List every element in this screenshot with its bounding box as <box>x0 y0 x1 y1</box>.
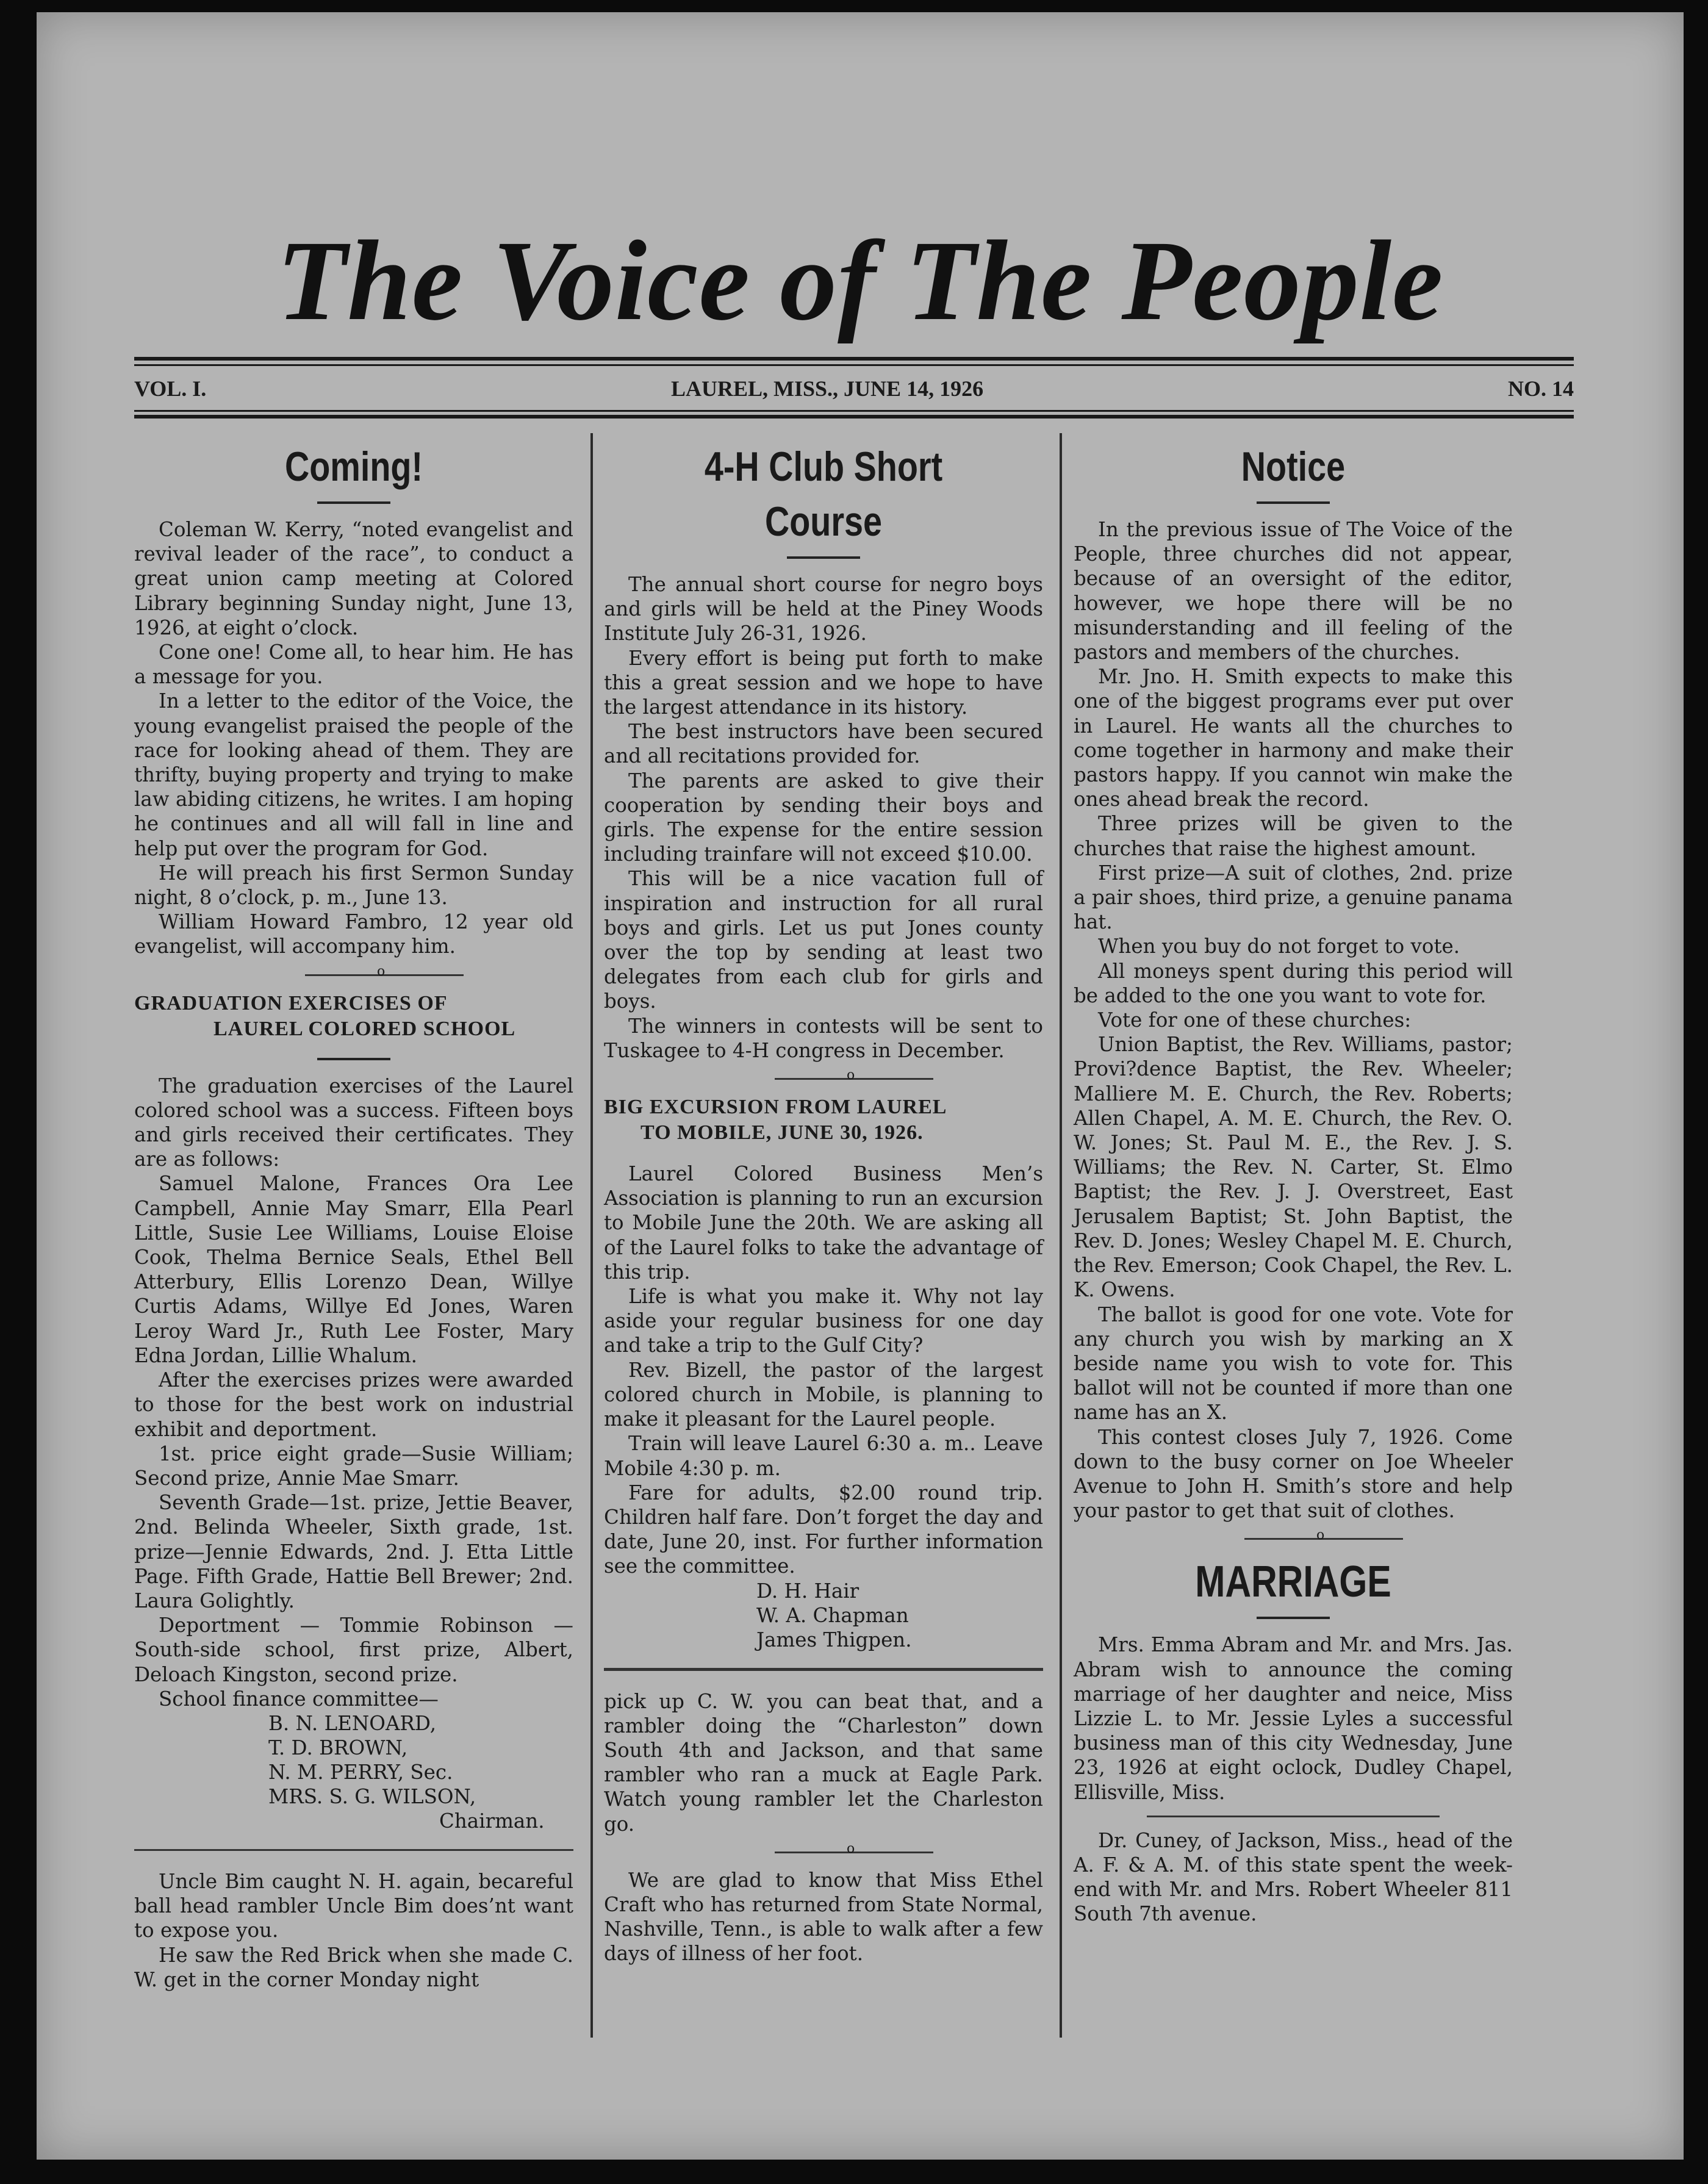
paragraph-continued: pick up C. W. you can beat that, and a rambler doing the “Charleston” down South 4th and Jackson, and that same rambler who ran a muck at Eagle Park. Watch young rambler let the Charleston go. <box>604 1689 1043 1836</box>
paragraph: The winners in contests will be sent to Tuskagee to 4-H congress in December. <box>604 1014 1043 1062</box>
paragraph: This will be a nice vacation full of inspiration and instruction for all rural boys and girls. Let us put Jones county over the top by sending at least two delegates from each club for girls and boys. <box>604 867 1043 1013</box>
issue-number: NO. 14 <box>1508 376 1574 401</box>
paragraph: The ballot is good for one vote. Vote for any church you wish by marking an X beside name you wish to vote for. This ballot will not be counted if more than one name has an X. <box>1074 1302 1513 1424</box>
paragraph: Dr. Cuney, of Jackson, Miss., head of the A. F. & A. M. of this state spent the week-end with Mr. and Mrs. Robert Wheeler 811 South 7th avenue. <box>1074 1828 1513 1926</box>
committee-member: N. M. PERRY, Sec. <box>268 1760 453 1784</box>
newspaper-page <box>37 12 1684 2160</box>
paragraph: Deportment — Tommie Robinson — South-side school, first prize, Albert, Deloach Kingston, second prize. <box>134 1614 573 1686</box>
paragraph: School finance committee— <box>159 1687 439 1711</box>
paragraph: Mrs. Emma Abram and Mr. and Mrs. Jas. Abram wish to announce the coming marriage of her daughter and neice, Miss Lizzie L. to Mr. Jessie Lyles a successful business man of this city Wednesday, June 23, 1926 at eight oclock, Dudley Chapel, Ellisville, Miss. <box>1074 1633 1513 1804</box>
paragraph: Life is what you make it. Why not lay aside your regular business for one day and take a trip to the Gulf City? <box>604 1285 1043 1357</box>
paragraph: Cone one! Come all, to hear him. He has a message for you. <box>134 641 573 689</box>
paragraph: Laurel Colored Business Men’s Association is planning to run an excursion to Mobile June the 20th. We are asking all of the Laurel folks to take the advantage of this trip. <box>604 1162 1043 1284</box>
paragraph: Every effort is being put forth to make this a great session and we hope to have the largest attendance in its history. <box>604 646 1043 719</box>
paragraph: The graduation exercises of the Laurel colored school was a success. Fifteen boys and girls received their certificates. They are as follows: <box>134 1074 573 1171</box>
section-break <box>604 1668 1043 1671</box>
column-1 <box>134 433 573 1992</box>
separator: o <box>134 964 573 986</box>
paragraph: Samuel Malone, Frances Ora Lee Campbell, Annie May Smarr, Ella Pearl Little, Susie Lee Williams, Louise Eloise Cook, Thelma Bernice Seals, Ethel Bell Atterbury, Ellis Lorenzo Dean, Willye Curtis Adams, Willye Ed Jones, Waren Leroy Ward Jr., Ruth Lee Foster, Mary Edna Jordan, Lillie Whalum. <box>134 1172 573 1367</box>
headline-dash <box>317 1058 390 1060</box>
date-label: LAUREL, MISS., JUNE 14, 1926 <box>671 376 984 401</box>
paragraph: After the exercises prizes were awarded to those for the best work on industrial exhibit and deportment. <box>134 1368 573 1441</box>
separator: o <box>604 1841 1043 1863</box>
separator: o <box>1074 1528 1513 1550</box>
separator: o <box>604 1068 1043 1090</box>
paragraph: Vote for one of these churches: <box>1098 1008 1412 1032</box>
committee-member: B. N. LENOARD, <box>268 1711 437 1735</box>
article-coming <box>134 439 573 959</box>
paragraph: Mr. Jno. H. Smith expects to make this one of the biggest programs ever put over in Laurel. He wants all the churches to come together in harmony and make their pastors happy. If you cannot win make the ones ahead break the record. <box>1074 665 1513 811</box>
article-excursion <box>604 1094 1043 1651</box>
committee-chairman: Chairman. <box>439 1809 545 1833</box>
article-headline: 4-H Club Short Course <box>704 444 943 545</box>
article-graduation <box>134 991 573 1833</box>
paragraph: Fare for adults, $2.00 round trip. Children half fare. Don’t forget the day and date, June 20, inst. For further information see the committee. <box>604 1481 1043 1578</box>
headline-dash <box>1257 501 1330 504</box>
paragraph: First prize—A suit of clothes, 2nd. prize a pair shoes, third prize, a genuine panama hat. <box>1074 861 1513 934</box>
article-4h-club <box>604 439 1043 1063</box>
paragraph: He will preach his first Sermon Sunday night, 8 o’clock, p. m., June 13. <box>134 861 573 910</box>
paragraph: In a letter to the editor of the Voice, the young evangelist praised the people of the race for looking ahead of them. They are thrifty, buying property and trying to make law abiding citizens, he writes. I am hoping he continues and all will fall in line and help put over the program for God. <box>134 689 573 860</box>
section-break <box>1147 1816 1440 1817</box>
committee-member: T. D. BROWN, <box>268 1736 408 1759</box>
section-break <box>134 1849 573 1851</box>
paragraph: The annual short course for negro boys and girls will be held at the Piney Woods Institute July 26-31, 1926. <box>604 573 1043 645</box>
paragraph: William Howard Fambro, 12 year old evangelist, will accompany him. <box>134 910 573 958</box>
article-headline: Notice <box>1241 444 1346 490</box>
article-notice <box>1074 439 1513 1523</box>
paragraph: Union Baptist, the Rev. Williams, pastor; Provi?dence Baptist, the Rev. Wheeler; Malliere M. E. Church, the Rev. Roberts; Allen Chapel, A. M. E. Church, the Rev. O. W. Jones; St. Paul M. E., the Rev. J. S. Williams; the Rev. N. Carter, St. Elmo Baptist; the Rev. J. J. Overstreet, East Jerusalem Baptist; St. John Baptist, the Rev. D. Jones; Wesley Chapel M. E. Church, the Rev. Emerson; Cook Chapel, the Rev. L. K. Owens. <box>1074 1033 1513 1302</box>
paragraph: In the previous issue of The Voice of the People, three churches did not appear, because of an oversight of the editor, however, we hope there will be no misunderstanding and ill feeling of the pastors and members of the churches. <box>1074 518 1513 664</box>
paragraph: When you buy do not forget to vote. <box>1098 935 1460 958</box>
masthead-rule-top <box>134 357 1574 361</box>
masthead-rule-top-thin <box>134 364 1574 366</box>
paragraph: Uncle Bim caught N. H. again, becareful ball head rambler Uncle Bim does’nt want to expose you. <box>134 1869 573 1942</box>
article-subheadline: GRADUATION EXERCISES OF LAUREL COLORED SCHOOL <box>134 991 516 1040</box>
article-rambler <box>134 1869 573 1992</box>
column-rule-1 <box>590 433 593 2038</box>
committee-member: W. A. Chapman <box>756 1603 909 1627</box>
paragraph: Seventh Grade—1st. prize, Jettie Beaver, 2nd. Belinda Wheeler, Sixth grade, 1st. prize—Jennie Edwards, 2nd. J. Etta Little Page. Fifth Grade, Hattie Bell Brewer; 2nd. Laura Golightly. <box>134 1491 573 1612</box>
masthead-title: The Voice of The People <box>276 217 1444 344</box>
article-headline: MARRIAGE <box>1195 1557 1391 1607</box>
paragraph: This contest closes July 7, 1926. Come down to the busy corner on Joe Wheeler Avenue to John H. Smith’s store and help your pastor to get that suit of clothes. <box>1074 1425 1513 1523</box>
headline-dash <box>317 501 390 504</box>
paragraph: He saw the Red Brick when she made C. W. get in the corner Monday night <box>134 1943 573 1991</box>
paragraph: We are glad to know that Miss Ethel Craft who has returned from State Normal, Nashville, Tenn., is able to walk after a few days of illness of her foot. <box>604 1868 1043 1966</box>
dateline-rule <box>134 415 1574 418</box>
dateline <box>134 376 1574 404</box>
column-rule-2 <box>1060 433 1062 2038</box>
column-3 <box>1074 433 1513 1927</box>
paragraph: The parents are asked to give their cooperation by sending their boys and girls. The expense for the entire session including trainfare will not exceed $10.00. <box>604 769 1043 866</box>
article-headline: Coming! <box>284 444 423 490</box>
column-2 <box>604 433 1043 1966</box>
paragraph: Rev. Bizell, the pastor of the largest colored church in Mobile, is planning to make it pleasant for the Laurel people. <box>604 1358 1043 1431</box>
article-marriage <box>1074 1554 1513 1926</box>
headline-dash <box>787 556 860 559</box>
paragraph: Train will leave Laurel 6:30 a. m.. Leave Mobile 4:30 p. m. <box>604 1432 1043 1480</box>
dateline-rule-thin <box>134 410 1574 412</box>
committee-member: MRS. S. G. WILSON, <box>268 1784 476 1808</box>
paragraph: Three prizes will be given to the churches that raise the highest amount. <box>1074 812 1513 860</box>
paragraph: 1st. price eight grade—Susie William; Second prize, Annie Mae Smarr. <box>134 1442 573 1490</box>
paragraph: Coleman W. Kerry, “noted evangelist and revival leader of the race”, to conduct a great union camp meeting at Colored Library beginning Sunday night, June 13, 1926, at eight o’clock. <box>134 518 573 639</box>
headline-dash <box>1257 1617 1330 1619</box>
article-subheadline: BIG EXCURSION FROM LAUREL TO MOBILE, JUNE 30, 1926. <box>604 1096 947 1144</box>
committee-member: James Thigpen. <box>756 1628 912 1651</box>
paragraph: All moneys spent during this period will be added to the one you want to vote for. <box>1074 959 1513 1007</box>
committee-member: D. H. Hair <box>756 1579 859 1603</box>
volume-label: VOL. I. <box>134 376 207 401</box>
paragraph: The best instructors have been secured and all recitations provided for. <box>604 720 1043 768</box>
